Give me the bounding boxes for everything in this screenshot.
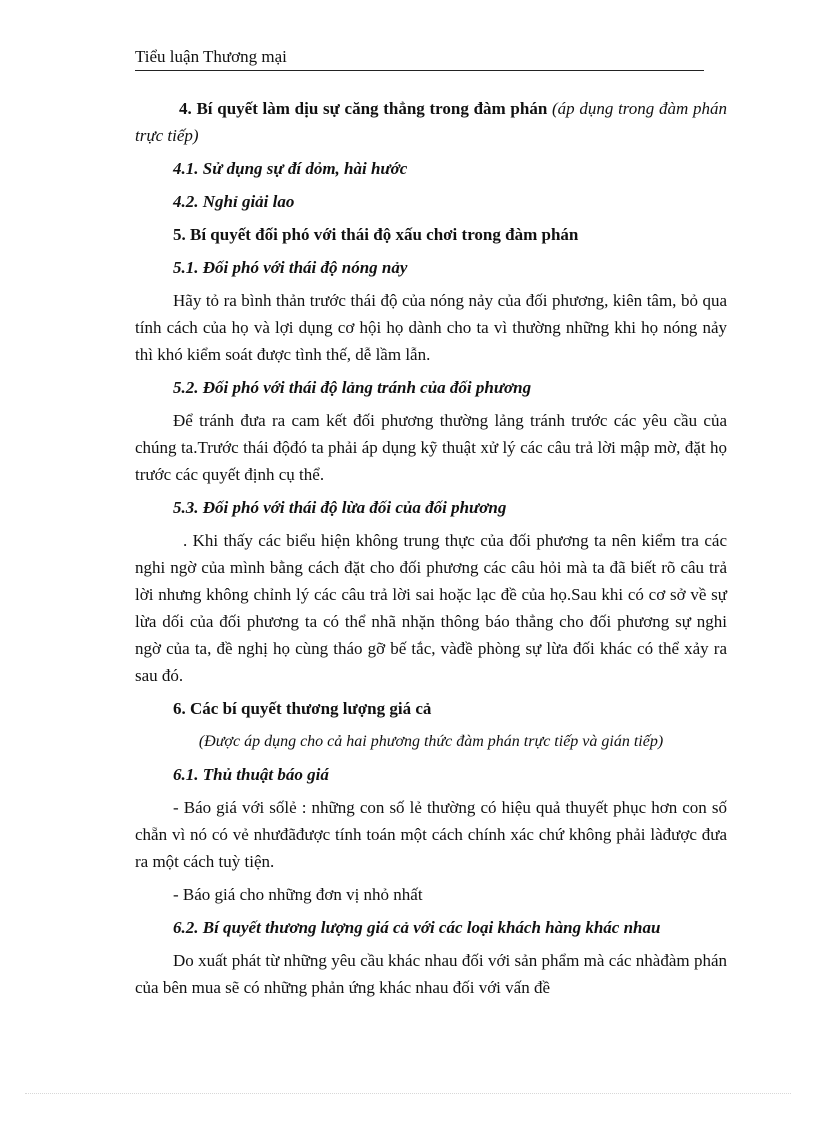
paragraph-5-3: . Khi thấy các biểu hiện không trung thực của đối phương ta nên kiểm tra các nghi ngờ của mình bằng cách đặt cho đối phương các câu hỏi mà ta đã biết rõ câu trả lời nhưng không chỉnh lý các câu trả lời sai hoặc lạc đề của họ.Sau khi có cơ sở về sự lừa dối của đối phương ta có thể nhã nhặn thông báo thẳng cho đối phương sự nghi ngờ của ta, đề nghị họ cùng tháo gỡ bế tắc, vàđề phòng sự lừa đối khác có thể xảy ra sau đó. — [135, 531, 727, 685]
section-6-heading: 6. Các bí quyết thương lượng giá cả — [173, 699, 432, 718]
page-header — [135, 46, 704, 71]
paragraph-5-2: Để tránh đưa ra cam kết đối phương thường lảng tránh trước các yêu cầu của chúng ta.Trước thái độđó ta phải áp dụng kỹ thuật xử lý các câu trả lời mập mờ, đặt họ trước các quyết định cụ thể. — [135, 411, 727, 484]
header-title: Tiểu luận Thương mại — [135, 47, 287, 66]
paragraph-5-1: Hãy tỏ ra bình thản trước thái độ của nóng nảy của đối phương, kiên tâm, bỏ qua tính cách của họ và lợi dụng cơ hội họ dành cho ta vì thường những khi họ nóng nảy thì khó kiểm soát được tình thế, dễ lầm lẫn. — [135, 291, 727, 364]
subsection-4-2: 4.2. Nghỉ giải lao — [173, 192, 295, 211]
section-4-note: (áp dụng trong đàm phán trực tiếp) — [135, 99, 727, 145]
section-5-heading: 5. Bí quyết đối phó với thái độ xấu chơi trong đàm phán — [173, 225, 579, 244]
subsection-4-1: 4.1. Sử dụng sự đí dỏm, hài hước — [173, 159, 408, 178]
document-body — [135, 95, 727, 1007]
paragraph-6-2: Do xuất phát từ những yêu cầu khác nhau đối với sản phẩm mà các nhàđàm phán của bên mua sẽ có những phản ứng khác nhau đối với vấn đề — [135, 951, 727, 997]
subsection-5-3: 5.3. Đối phó với thái độ lừa đối của đối phương — [173, 498, 507, 517]
section-6-note: (Được áp dụng cho cả hai phương thức đàm phán trực tiếp và gián tiếp) — [198, 733, 664, 750]
subsection-6-1: 6.1. Thủ thuật báo giá — [173, 765, 329, 784]
paragraph-6-1b: - Báo giá cho những đơn vị nhỏ nhất — [173, 885, 423, 904]
page-bottom-rule — [25, 1093, 791, 1094]
subsection-5-1: 5.1. Đối phó với thái độ nóng nảy — [173, 258, 408, 277]
subsection-5-2: 5.2. Đối phó với thái độ lảng tránh của đối phương — [173, 378, 532, 397]
section-4-title: 4. Bí quyết làm dịu sự căng thẳng trong đàm phán — [179, 99, 548, 118]
section-4-heading — [135, 95, 727, 149]
subsection-6-2: 6.2. Bí quyết thương lượng giá cả với các loại khách hàng khác nhau — [173, 918, 661, 937]
paragraph-6-1a: - Báo giá với sốlẻ : những con số lẻ thường có hiệu quả thuyết phục hơn con số chẵn vì nó có vẻ nhưđãđược tính toán một cách chính xác chứ không phải làđược đưa ra một cách tuỳ tiện. — [135, 798, 727, 871]
